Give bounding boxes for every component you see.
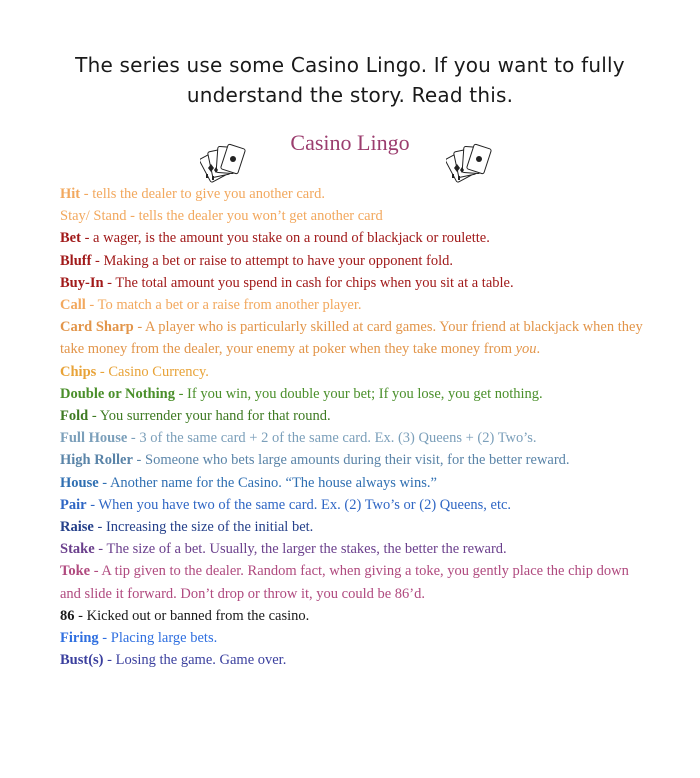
glossary-term: Stake (60, 541, 95, 558)
glossary-separator: - (80, 230, 94, 247)
glossary-definition: Kicked out or banned from the casino. (86, 607, 310, 624)
glossary-separator: - (127, 430, 140, 447)
glossary-definition: Casino Currency. (108, 363, 209, 380)
glossary-definition: The total amount you spend in cash for chips when you sit at a table. (115, 274, 514, 291)
glossary-term: Buy-In (60, 274, 104, 291)
glossary-definition: Making a bet or raise to attempt to have your opponent fold. (103, 252, 454, 269)
glossary-definition: 3 of the same card + 2 of the same card. Ex. (3) Queens + (2) Two’s. (139, 430, 537, 447)
glossary-separator: - (132, 452, 145, 469)
glossary-entry (60, 427, 650, 449)
heading-row (0, 128, 700, 184)
glossary-entry (60, 272, 650, 294)
glossary-separator: - (98, 630, 111, 647)
glossary-definition: You surrender your hand for that round. (99, 408, 331, 425)
glossary-separator: - (96, 363, 109, 380)
glossary-term: Hit (60, 186, 81, 202)
glossary-entry (60, 516, 650, 538)
glossary-definition: Another name for the Casino. “The house always wins.” (109, 474, 437, 491)
glossary-term: Pair (60, 496, 87, 513)
glossary-entry (60, 316, 650, 360)
glossary-definition: To match a bet or a raise from another player. (97, 297, 362, 314)
glossary-definition-emphasis: you (515, 341, 537, 358)
playing-cards-icon (200, 140, 246, 186)
glossary-term: Raise (60, 519, 94, 536)
playing-cards-icon (446, 140, 492, 186)
glossary-term: House (60, 474, 99, 491)
glossary-separator: - (90, 563, 102, 580)
glossary-entry (60, 538, 650, 560)
glossary-term: Bluff (60, 252, 92, 269)
glossary-definition: A tip given to the dealer. Random fact, when giving a toke, you gently place the chip down and slide it forward. Don’t drop or throw it, you could be 86’d. (60, 563, 629, 602)
glossary-term: Bust(s) (60, 652, 104, 669)
glossary-separator: - (86, 496, 99, 513)
glossary-separator: - (98, 474, 110, 491)
glossary-term: Double or Nothing (60, 385, 175, 402)
glossary-separator: - (88, 408, 100, 425)
page-title: Casino Lingo (290, 130, 410, 155)
glossary-separator: - (126, 208, 139, 225)
glossary-entry (60, 494, 650, 516)
glossary-entry (60, 183, 650, 205)
glossary-entry (60, 294, 650, 316)
glossary-entry (60, 383, 650, 405)
glossary-term: Full House (60, 430, 128, 447)
glossary-entry (60, 250, 650, 272)
intro-text (0, 50, 700, 110)
glossary-separator: - (80, 186, 93, 202)
glossary-definition: tells the dealer you won’t get another card (138, 208, 383, 225)
glossary-definition: a wager, is the amount you stake on a round of blackjack or roulette. (93, 230, 490, 247)
glossary-entry (60, 627, 650, 649)
glossary-term: High Roller (60, 452, 133, 469)
glossary-definition-end: . (536, 341, 541, 358)
glossary-entry (60, 605, 650, 627)
glossary-separator: - (91, 252, 104, 269)
glossary-definition: When you have two of the same card. Ex. (2) Two’s or (2) Queens, etc. (98, 496, 512, 513)
glossary-entry (60, 405, 650, 427)
glossary-definition: Increasing the size of the initial bet. (105, 519, 314, 536)
glossary-entry (60, 472, 650, 494)
glossary-definition: Someone who bets large amounts during their visit, for the better reward. (145, 452, 570, 469)
glossary-entry (60, 449, 650, 471)
glossary-term: Chips (60, 363, 97, 380)
glossary-definition: Placing large bets. (110, 630, 218, 647)
glossary-separator: - (93, 519, 106, 536)
glossary-separator: - (103, 652, 116, 669)
glossary-entry (60, 227, 650, 249)
glossary-term: Toke (60, 563, 91, 580)
glossary-separator: - (174, 385, 188, 402)
intro-line-1: The series use some Casino Lingo. If you want to fully (75, 53, 625, 77)
glossary-term: Bet (60, 230, 81, 247)
glossary-definition: If you win, you double your bet; If you lose, you get nothing. (187, 385, 543, 402)
glossary-list (60, 183, 650, 671)
glossary-definition: Losing the game. Game over. (115, 652, 287, 669)
glossary-separator: - (103, 274, 116, 291)
glossary-term: Stay/ Stand (60, 208, 127, 225)
glossary-term: Card Sharp (60, 319, 134, 336)
glossary-term: 86 (60, 607, 75, 624)
glossary-term: Firing (60, 630, 99, 647)
glossary-definition: The size of a bet. Usually, the larger the stakes, the better the reward. (106, 541, 507, 558)
glossary-separator: - (85, 297, 98, 314)
glossary-entry (60, 560, 650, 604)
glossary-term: Call (60, 297, 86, 314)
glossary-entry (60, 361, 650, 383)
glossary-separator: - (133, 319, 146, 336)
glossary-entry (60, 649, 650, 671)
glossary-definition: A player who is particularly skilled at card games. Your friend at blackjack when they take money from the dealer, your enemy at poker when they take money from (60, 319, 643, 358)
glossary-definition: tells the dealer to give you another card. (92, 186, 325, 202)
glossary-separator: - (94, 541, 107, 558)
glossary-separator: - (74, 607, 87, 624)
glossary-entry (60, 205, 650, 227)
glossary-term: Fold (60, 408, 89, 425)
intro-line-2: understand the story. Read this. (186, 83, 514, 107)
